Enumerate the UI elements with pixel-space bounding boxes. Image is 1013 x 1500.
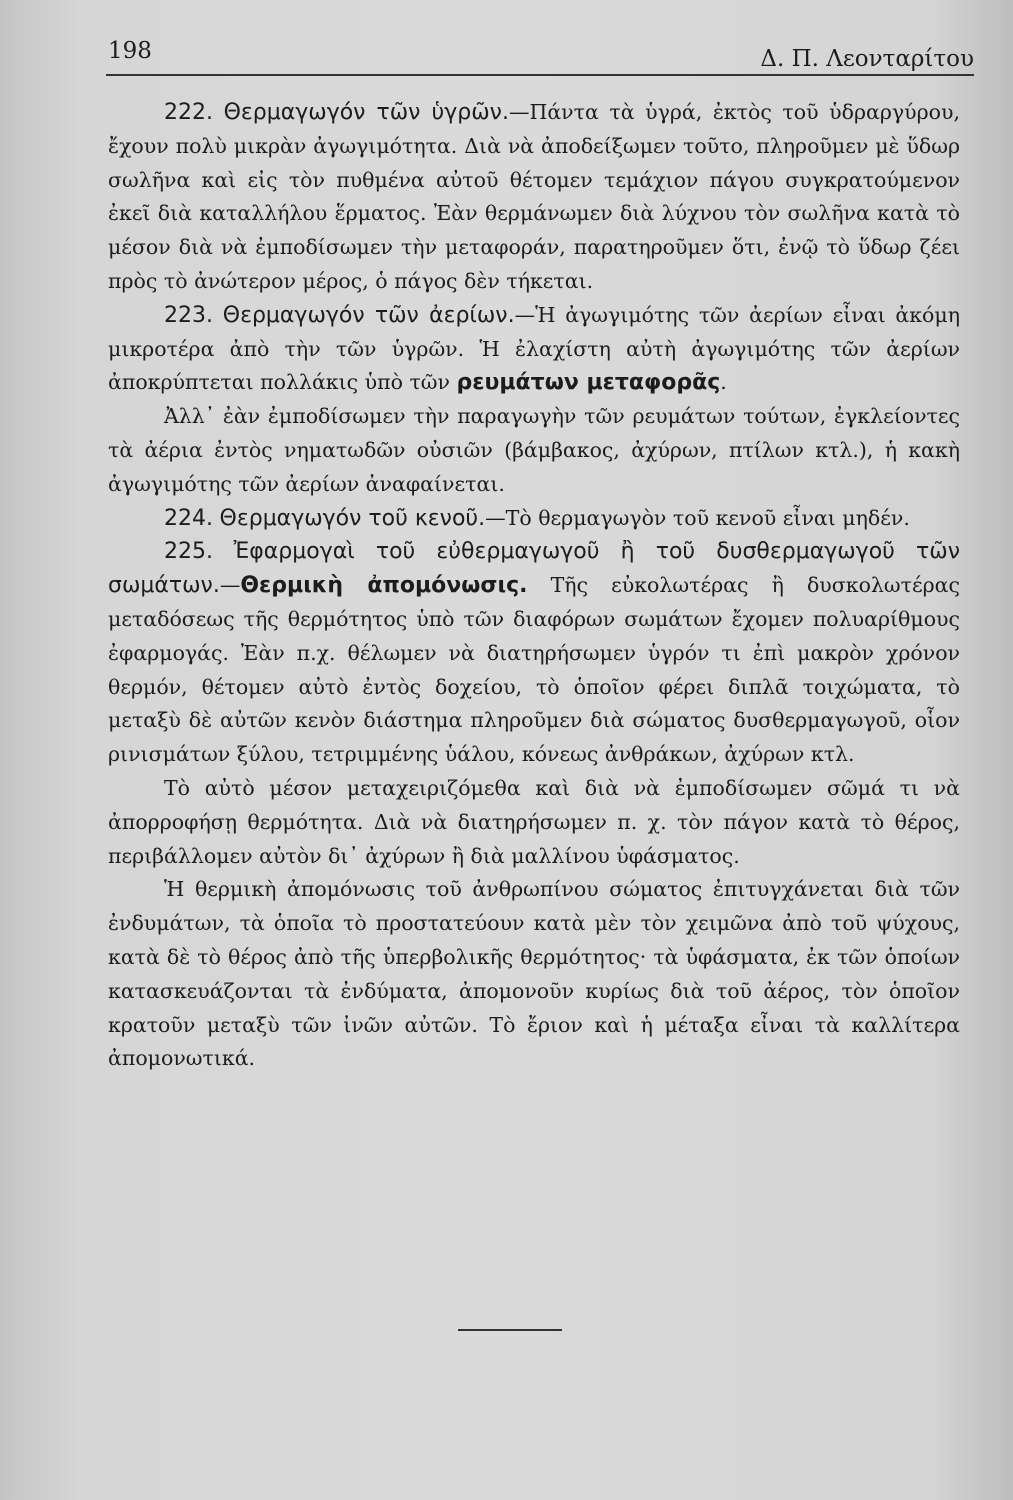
section-number: 224. — [164, 505, 213, 531]
section-heading: Ἐφαρμογαὶ τοῦ εὐθερμαγωγοῦ ἢ τοῦ δυσθερμαγωγοῦ τῶν σωμάτων. — [108, 539, 960, 599]
section-heading: Θερμαγωγόν τῶν ὑγρῶν. — [223, 100, 509, 125]
section-number: 225. — [164, 539, 213, 565]
end-rule — [458, 1329, 562, 1331]
section-dash: — — [219, 573, 241, 598]
section-225 — [108, 535, 960, 772]
emphasis-term: Θερμικὴ ἀπομόνωσις. — [240, 573, 528, 599]
page-body — [108, 96, 960, 1076]
section-222 — [108, 96, 960, 299]
section-heading: Θερμαγωγόν τοῦ κενοῦ. — [219, 505, 486, 531]
section-223 — [108, 299, 960, 400]
section-text: —Ἡ ἀγωγιμότης τῶν ἀερίων εἶναι ἀκόμη μικροτέρα ἀπὸ τὴν τῶν ὑγρῶν. Ἡ ἐλαχίστη αὐτὴ ἀγωγιμότης τῶν ἀερίων ἀποκρύπτεται πολλάκις ὑπὸ τῶν — [108, 302, 960, 395]
section-heading: Θερμαγωγόν τῶν ἀερίων. — [222, 302, 515, 328]
paragraph: Ἡ θερμικὴ ἀπομόνωσις τοῦ ἀνθρωπίνου σώματος ἐπιτυγχάνεται διὰ τῶν ἐνδυμάτων, τὰ ὁποῖα τὸ προστατεύουν κατὰ μὲν τὸν χειμῶνα ἀπὸ τοῦ ψύχους, κατὰ δὲ τὸ θέρος ἀπὸ τῆς ὑπερβολικῆς θερμότητος· τὰ ὑφάσματα, ἐκ τῶν ὁποίων κατασκευάζονται τὰ ἐνδύματα, ἀπομονοῦν κυρίως διὰ τοῦ ἀέρος, τὸν ὁποῖον κρατοῦν μεταξὺ τῶν ἰνῶν αὐτῶν. Τὸ ἔριον καὶ ἡ μέταξα εἶναι τὰ καλλίτερα ἀπομονωτικά. — [108, 877, 960, 1071]
emphasis-term: ρευμάτων μεταφορᾶς — [456, 370, 721, 396]
section-text: Τῆς εὐκολωτέρας ἢ δυσκολωτέρας μεταδόσεως τῆς θερμότητος ὑπὸ τῶν διαφόρων σωμάτων ἔχομεν πολυαρίθμους ἐφαρμογάς. Ἐὰν π.χ. θέλωμεν νὰ διατηρήσωμεν ὑγρόν τι ἐπὶ μακρὸν χρόνον θερμόν, θέτομεν αὐτὸ ἐντὸς δοχείου, τὸ ὁποῖον φέρει διπλᾶ τοιχώματα, τὸ μεταξὺ δὲ αὐτῶν κενὸν διάστημα πληροῦμεν διὰ σώματος δυσθερμαγωγοῦ, οἷον ρινισμάτων ξύλου, τετριμμένης ὑάλου, κόνεως ἀνθράκων, ἀχύρων κτλ. — [108, 573, 960, 767]
paragraph: Τὸ αὐτὸ μέσον μεταχειριζόμεθα καὶ διὰ νὰ ἐμποδίσωμεν σῶμά τι νὰ ἀπορροφήσῃ θερμότητα. Διὰ νὰ διατηρήσωμεν π. χ. τὸν πάγον κατὰ τὸ θέρος, περιβάλλομεν αὐτὸν δι᾽ ἀχύρων ἢ διὰ μαλλίνου ὑφάσματος. — [108, 775, 960, 868]
running-head: Δ. Π. Λεονταρίτου — [760, 46, 974, 72]
section-number: 222. — [164, 100, 213, 125]
paragraph: Ἀλλ᾽ ἐὰν ἐμποδίσωμεν τὴν παραγωγὴν τῶν ρευμάτων τούτων, ἐγκλείοντες τὰ ἀέρια ἐντὸς νηματωδῶν οὐσιῶν (βάμβακος, ἀχύρων, πτίλων κτλ.), ἡ κακὴ ἀγωγιμότης τῶν ἀερίων ἀναφαίνεται. — [108, 404, 960, 496]
section-text: —Πάντα τὰ ὑγρά, ἐκτὸς τοῦ ὑδραργύρου, ἔχουν πολὺ μικρὰν ἀγωγιμότητα. Διὰ νὰ ἀποδείξωμεν τοῦτο, πληροῦμεν μὲ ὕδωρ σωλῆνα καὶ εἰς τὸν πυθμένα αὐτοῦ θέτομεν τεμάχιον πάγου συγκρατούμενον ἐκεῖ διὰ καταλλήλου ἕρματος. Ἐὰν θερμάνωμεν διὰ λύχνου τὸν σωλῆνα κατὰ τὸ μέσον διὰ νὰ ἐμποδίσωμεν τὴν μεταφοράν, παρατηροῦμεν ὅτι, ἐνῷ τὸ ὕδωρ ζέει πρὸς τὸ ἀνώτερον μέρος, ὁ πάγος δὲν τήκεται. — [108, 100, 960, 293]
page-header — [108, 38, 974, 72]
page-number: 198 — [108, 38, 152, 64]
header-rule — [106, 74, 974, 76]
section-text-end: . — [720, 370, 727, 395]
section-number: 223. — [164, 302, 213, 328]
section-text: —Τὸ θερμαγωγὸν τοῦ κενοῦ εἶναι μηδέν. — [485, 505, 910, 530]
section-224 — [108, 502, 960, 536]
